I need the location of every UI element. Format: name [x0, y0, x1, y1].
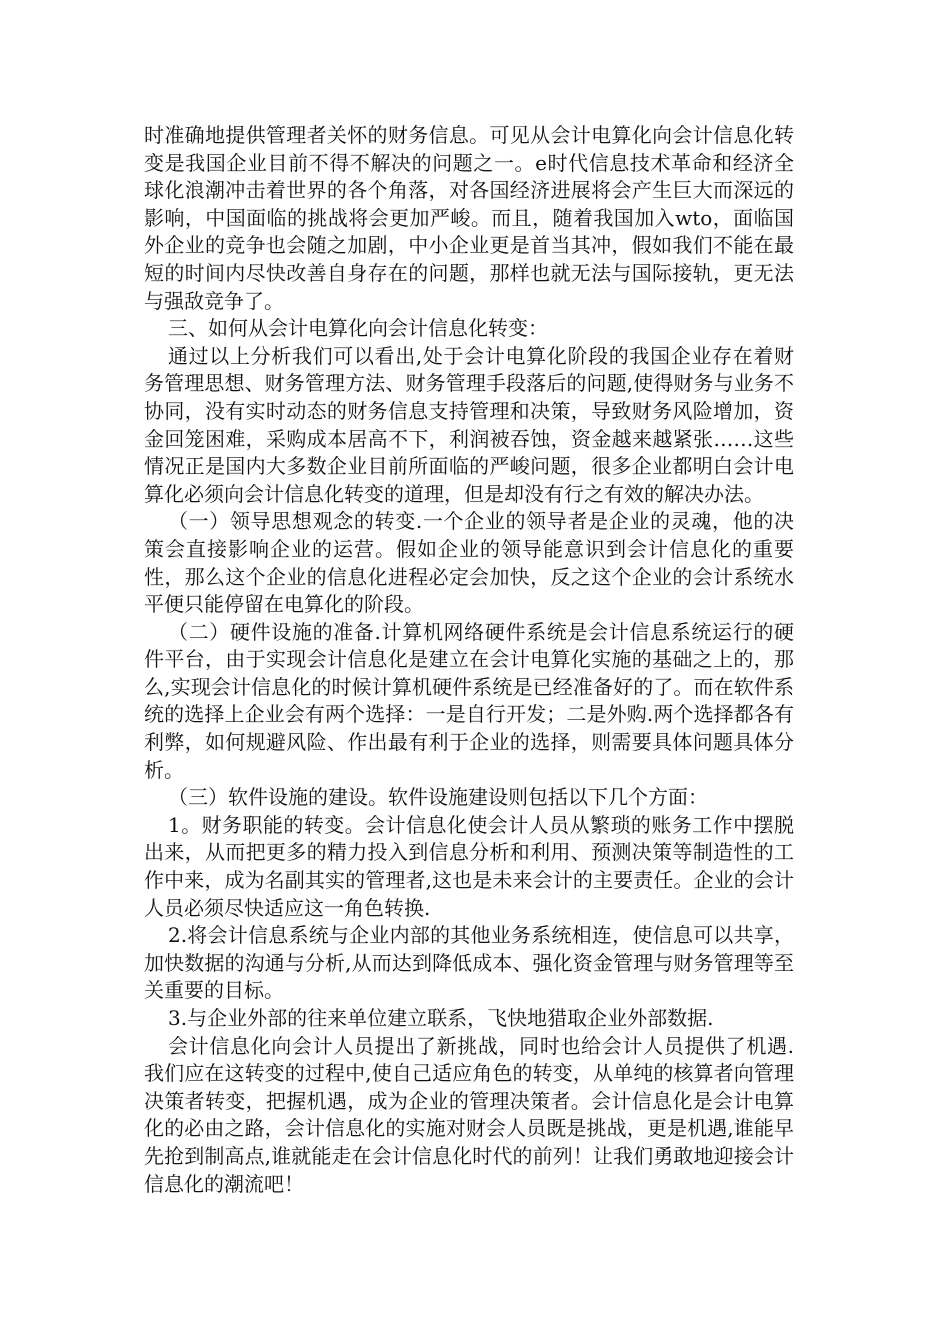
list-item-1: 1。财务职能的转变。会计信息化使会计人员从繁琐的账务工作中摆脱出来，从而把更多的精力投入到信息分析和利用、预测决策等制造性的工作中来，成为名副其实的管理者,这也是未来会计的主要责任。企业的会计人员必须尽快适应这一角色转换.	[144, 812, 794, 920]
body-text	[144, 122, 794, 1198]
paragraph-software: （三）软件设施的建设。软件设施建设则包括以下几个方面：	[168, 785, 708, 810]
list-item-3: 3.与企业外部的往来单位建立联系，飞快地猎取企业外部数据.	[168, 1006, 714, 1030]
paragraph-conclusion: 会计信息化向会计人员提出了新挑战，同时也给会计人员提供了机遇.我们应在这转变的过程中,使自己适应角色的转变，从单纯的核算者向管理决策者转变，把握机遇，成为企业的管理决策者。会计信息化是会计电算化的必由之路，会计信息化的实施对财会人员既是挑战，更是机遇,谁能早先抢到制高点,谁就能走在会计信息化时代的前列！让我们勇敢地迎接会计信息化的潮流吧！	[144, 1033, 794, 1196]
section-heading-3: 三、如何从会计电算化向会计信息化转变：	[168, 316, 548, 341]
list-item-2: 2.将会计信息系统与企业内部的其他业务系统相连，使信息可以共享，加快数据的沟通与分析,从而达到降低成本、强化资金管理与财务管理等至关重要的目标。	[144, 923, 794, 1003]
paragraph-analysis: 通过以上分析我们可以看出,处于会计电算化阶段的我国企业存在着财务管理思想、财务管理方法、财务管理手段落后的问题,使得财务与业务不协同，没有实时动态的财务信息支持管理和决策，导致财务风险增加，资金回笼困难，采购成本居高不下，利润被吞蚀，资金越来越紧张……这些情况正是国内大多数企业目前所面临的严峻问题，很多企业都明白会计电算化必须向会计信息化转变的道理，但是却没有行之有效的解决办法。	[144, 343, 794, 506]
paragraph-hardware: （二）硬件设施的准备.计算机网络硬件系统是会计信息系统运行的硬件平台，由于实现会计信息化是建立在会计电算化实施的基础之上的，那么,实现会计信息化的时候计算机硬件系统是已经准备好的了。而在软件系统的选择上企业会有两个选择：一是自行开发；二是外购.两个选择都各有利弊，如何规避风险、作出最有利于企业的选择，则需要具体问题具体分析。	[144, 619, 794, 782]
paragraph-leadership: （一）领导思想观念的转变.一个企业的领导者是企业的灵魂，他的决策会直接影响企业的运营。假如企业的领导能意识到会计信息化的重要性，那么这个企业的信息化进程必定会加快，反之这个企业的会计系统水平便只能停留在电算化的阶段。	[144, 509, 794, 617]
paragraph-1: 时准确地提供管理者关怀的财务信息。可见从会计电算化向会计信息化转变是我国企业目前不得不解决的问题之一。e时代信息技术革命和经济全球化浪潮冲击着世界的各个角落，对各国经济进展将会产生巨大而深远的影响，中国面临的挑战将会更加严峻。而且，随着我国加入wto，面临国外企业的竞争也会随之加剧，中小企业更是首当其冲，假如我们不能在最短的时间内尽快改善自身存在的问题，那样也就无法与国际接轨，更无法与强敌竞争了。	[144, 123, 794, 313]
